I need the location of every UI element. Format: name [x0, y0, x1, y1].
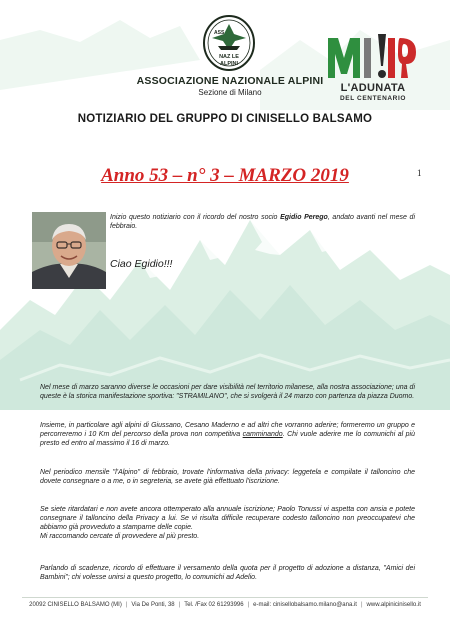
- section-name: Sezione di Milano: [198, 88, 262, 97]
- paragraph-group-walk: [40, 421, 415, 448]
- intro-text-before: Inizio questo notiziario con il ricordo del nostro socio: [110, 214, 281, 221]
- tribute-text: Ciao Egidio!!!: [110, 258, 173, 270]
- footer-street: Via De Ponti, 38: [131, 602, 175, 608]
- logo-text-bottom: ALPINI: [219, 61, 239, 67]
- newsletter-title: NOTIZIARIO DEL GRUPPO DI CINISELLO BALSAMO: [77, 113, 373, 125]
- footer-divider: [22, 597, 428, 598]
- footer-email[interactable]: e-mail: cinisellobalsamo.milano@ana.it: [253, 602, 357, 608]
- logo-text-nat: NAZ LE: [219, 54, 239, 60]
- page-number: 1: [417, 168, 422, 178]
- p2-text-after: . Chi vuole aderire me lo comunichi al più presto ed entro al massimo il 16 di marzo.: [40, 431, 415, 447]
- paragraph-privacy: Nel periodico mensile "l'Alpino" di febbraio, trovate l'informativa della privacy: leggetela e compilate il talloncino che dovete consegnare o a me, o in segreteria, se avete già effettuato l'iscrizione.: [40, 469, 415, 485]
- ana-eagle-logo: [202, 14, 256, 72]
- footer-address: 20092 CINISELLO BALSAMO (MI): [29, 602, 122, 608]
- association-name: ASSOCIAZIONE NAZIONALE ALPINI: [136, 75, 324, 87]
- footer-phone: Tel. /Fax 02 61293996: [184, 602, 244, 608]
- centenary-subtitle: DEL CENTENARIO: [339, 95, 407, 102]
- logo-text-top: ASS: [214, 30, 225, 36]
- member-portrait-photo: [32, 212, 106, 289]
- footer-website[interactable]: www.alpinicinisello.it: [366, 602, 421, 608]
- paragraph-late-registration: [40, 505, 415, 541]
- p4-text-a: Se siete ritardatari e non avete ancora ottemperato alla annuale iscrizione; Paolo Tonussi vi aspetta con ansia e potete consegnare il talloncino della Privacy a lui. Se vi risulta difficile recuperare codesto talloncino non preoccupatevi che abbiamo già provveduto a stamparne delle copie.: [40, 506, 415, 531]
- p2-underlined-word: camminando: [242, 431, 283, 438]
- paragraph-stramilano: Nel mese di marzo saranno diverse le occasioni per dare visibilità nel territorio milanese, alla nostra associazione; una di queste è la storica manifestazione sportiva: "STRAMILANO", che si svolgerà il 24 marzo con partenza da piazza Duomo.: [40, 384, 415, 400]
- intro-paragraph: [110, 213, 415, 231]
- p2-text-before: Insieme, in particolare agli alpini di Giussano, Cesano Maderno e ad altri che vorranno aderire; formeremo un gruppo e percorreremo i 10 Km del percorso della prova non competitiva: [40, 422, 415, 438]
- intro-text-after: , andato avanti nel mese di febbraio.: [110, 214, 415, 230]
- footer-contacts: 20092 CINISELLO BALSAMO (MI) | Via De Ponti, 38 | Tel. /Fax 02 61293996 | e-mail: cinisellobalsamo.milano@ana.it | www.alpinicinisello.it: [29, 602, 421, 608]
- paragraph-adoption-project: Parlando di scadenze, ricordo di effettuare il versamento della quota per il progetto di adozione a distanza, "Amici dei Bambini"; chi volesse unirsi a questo progetto, lo comunichi ad Adelio.: [40, 565, 415, 581]
- p4-text-b: Mi raccomando cercate di provvedere al più presto.: [40, 533, 200, 540]
- member-name: Egidio Perego: [280, 214, 328, 221]
- issue-title: Anno 53 – n° 3 – MARZO 2019: [101, 165, 349, 186]
- centenary-title: L'ADUNATA: [340, 82, 406, 94]
